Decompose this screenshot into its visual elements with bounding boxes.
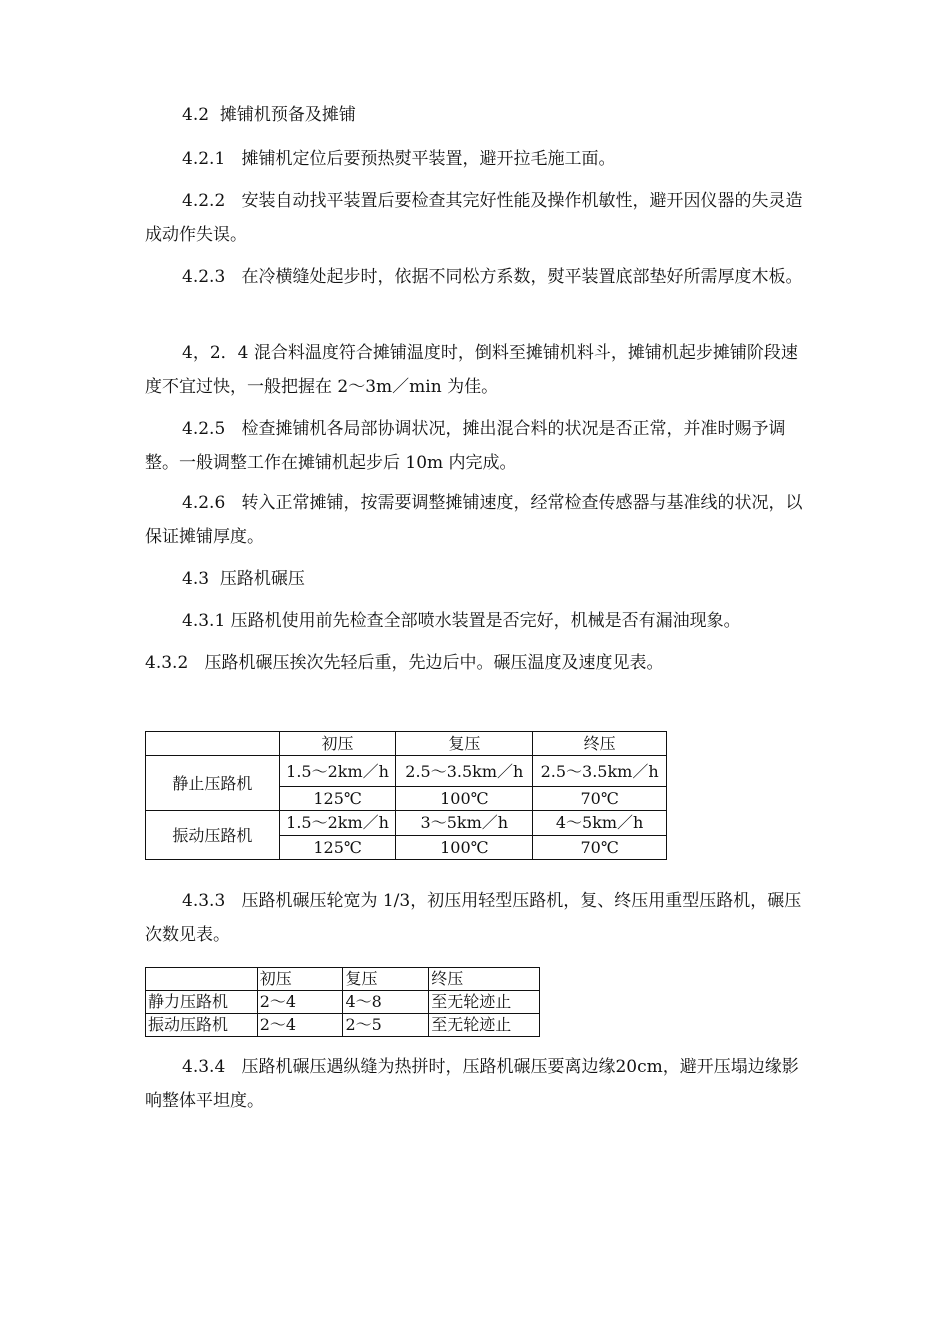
paragraph-4-2-6: 4.2.6 转入正常摊铺，按需要调整摊铺速度，经常检查传感器与基准线的状况，以保证摊铺厚度。 <box>145 493 803 547</box>
paragraph-4-2-2: 4.2.2 安装自动找平装置后要检查其完好性能及操作机敏性，避开因仪器的失灵造成动作失误。 <box>145 191 803 245</box>
table-header-cell <box>146 968 258 991</box>
rolling-temperature-speed-table <box>145 731 667 860</box>
table-cell: 125℃ <box>279 787 396 811</box>
table-cell: 2.5～3.5km／h <box>533 756 667 787</box>
table-cell: 4～8 <box>343 991 429 1014</box>
table-cell: 4～5km／h <box>533 811 667 836</box>
table-row <box>146 756 667 787</box>
heading-4-2: 4.2 摊铺机预备及摊铺 <box>182 105 356 125</box>
table-cell: 70℃ <box>533 835 667 860</box>
table-header-cell <box>146 732 280 756</box>
table-row <box>146 811 667 836</box>
table-cell: 2.5～3.5km／h <box>396 756 533 787</box>
table-cell: 2～5 <box>343 1014 429 1037</box>
table-cell: 至无轮迹止 <box>429 1014 540 1037</box>
table-cell: 2～4 <box>257 1014 343 1037</box>
row-label-vibratory-roller: 振动压路机 <box>146 811 280 860</box>
paragraph-4-2-5: 4.2.5 检查摊铺机各局部协调状况，摊出混合料的状况是否正常，并准时赐予调整。一般调整工作在摊铺机起步后 10m 内完成。 <box>145 419 786 473</box>
table-cell: 100℃ <box>396 835 533 860</box>
table-header-cell: 初压 <box>279 732 396 756</box>
rolling-passes-table <box>145 967 540 1037</box>
paragraph-4-3-3: 4.3.3 压路机碾压轮宽为 1/3，初压用轻型压路机，复、终压用重型压路机，碾压次数见表。 <box>145 891 802 945</box>
table-header-cell: 终压 <box>429 968 540 991</box>
table-header-row <box>146 968 540 991</box>
table-cell: 1.5～2km／h <box>279 811 396 836</box>
paragraph-4-2-1: 4.2.1 摊铺机定位后要预热熨平装置，避开拉毛施工面。 <box>182 149 616 169</box>
table-header-cell: 复压 <box>343 968 429 991</box>
table-cell: 100℃ <box>396 787 533 811</box>
row-label-static-roller: 静止压路机 <box>146 756 280 811</box>
table-header-cell: 初压 <box>257 968 343 991</box>
table-header-cell: 复压 <box>396 732 533 756</box>
table-cell: 3～5km／h <box>396 811 533 836</box>
table-header-row <box>146 732 667 756</box>
table-cell: 振动压路机 <box>146 1014 258 1037</box>
table-cell: 1.5～2km／h <box>279 756 396 787</box>
paragraph-4-3-4: 4.3.4 压路机碾压遇纵缝为热拼时，压路机碾压要离边缘20cm，避开压塌边缘影响整体平坦度。 <box>145 1057 799 1111</box>
heading-4-3: 4.3 压路机碾压 <box>182 569 305 589</box>
table-header-cell: 终压 <box>533 732 667 756</box>
paragraph-4-2-3: 4.2.3 在冷横缝处起步时，依据不同松方系数，熨平装置底部垫好所需厚度木板。 <box>182 267 803 287</box>
table-row <box>146 991 540 1014</box>
paragraph-4-3-2: 4.3.2 压路机碾压挨次先轻后重，先边后中。碾压温度及速度见表。 <box>145 653 664 673</box>
table-cell: 静力压路机 <box>146 991 258 1014</box>
table-cell: 125℃ <box>279 835 396 860</box>
table-cell: 至无轮迹止 <box>429 991 540 1014</box>
table-cell: 2～4 <box>257 991 343 1014</box>
paragraph-4-3-1: 4.3.1 压路机使用前先检查全部喷水装置是否完好，机械是否有漏油现象。 <box>182 611 741 631</box>
table-row <box>146 1014 540 1037</box>
paragraph-4-2-4: 4，2．4 混合料温度符合摊铺温度时，倒料至摊铺机料斗，摊铺机起步摊铺阶段速度不宜过快，一般把握在 2～3m／min 为佳。 <box>145 343 798 397</box>
table-cell: 70℃ <box>533 787 667 811</box>
